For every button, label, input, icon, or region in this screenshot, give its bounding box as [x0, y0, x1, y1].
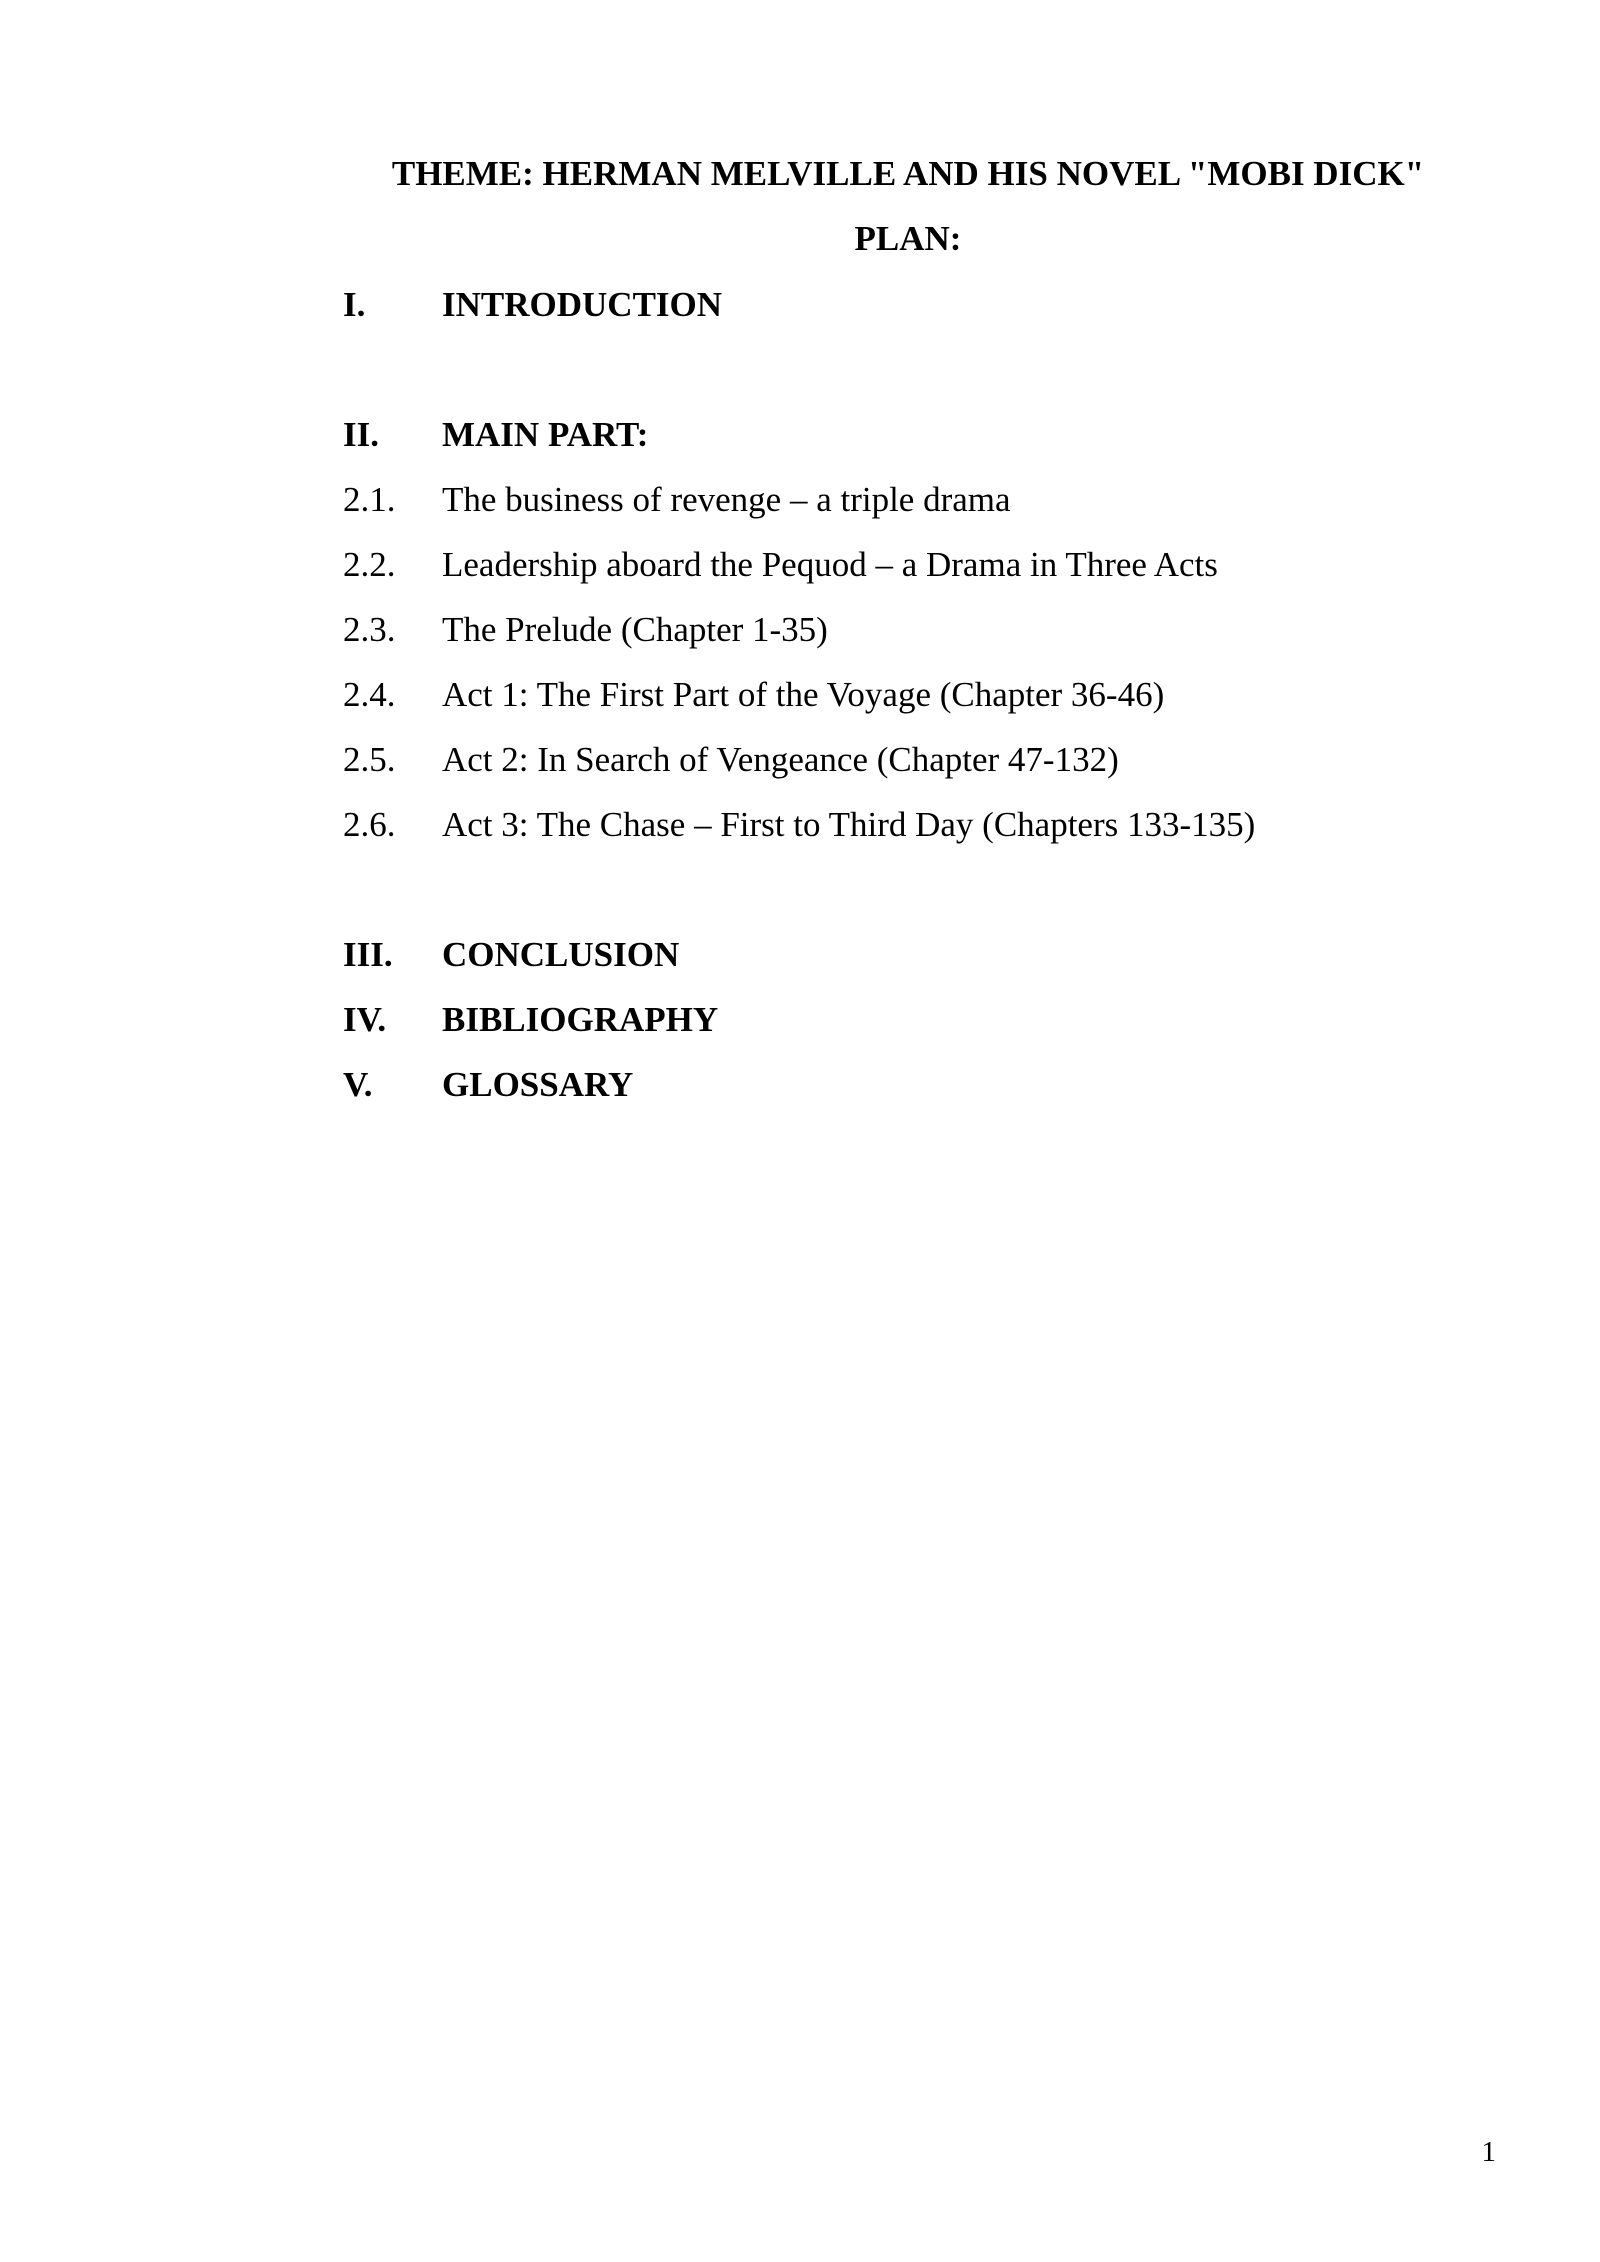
document-title: THEME: HERMAN MELVILLE AND HIS NOVEL "MOBI DICK" — [391, 154, 1425, 193]
section-number: V. — [343, 1065, 373, 1104]
section-number: IV. — [343, 1000, 387, 1039]
subsection-number: 2.2. — [343, 545, 396, 584]
subsection-number: 2.3. — [343, 610, 396, 649]
section-label: GLOSSARY — [442, 1065, 634, 1104]
subsection-label: Act 3: The Chase – First to Third Day (Chapters 133-135) — [442, 805, 1256, 844]
section-label: BIBLIOGRAPHY — [442, 1000, 719, 1039]
subsection-label: Leadership aboard the Pequod – a Drama in Three Acts — [442, 545, 1218, 584]
subsection-label: The business of revenge – a triple drama — [442, 480, 1011, 519]
subsection-number: 2.6. — [343, 805, 396, 844]
subsection-number: 2.4. — [343, 675, 396, 714]
section-label: MAIN PART: — [442, 415, 649, 454]
plan-heading: PLAN: — [854, 219, 962, 258]
section-number: III. — [343, 935, 393, 974]
subsection-number: 2.5. — [343, 740, 396, 779]
page-number: 1 — [1481, 2136, 1496, 2168]
subsection-label: The Prelude (Chapter 1-35) — [442, 610, 828, 649]
section-label: INTRODUCTION — [442, 285, 723, 324]
subsection-label: Act 1: The First Part of the Voyage (Chapter 36-46) — [442, 675, 1165, 714]
subsection-label: Act 2: In Search of Vengeance (Chapter 47-132) — [442, 740, 1119, 779]
section-label: CONCLUSION — [442, 935, 680, 974]
section-number: I. — [343, 285, 366, 324]
subsection-number: 2.1. — [343, 480, 396, 519]
section-number: II. — [343, 415, 379, 454]
